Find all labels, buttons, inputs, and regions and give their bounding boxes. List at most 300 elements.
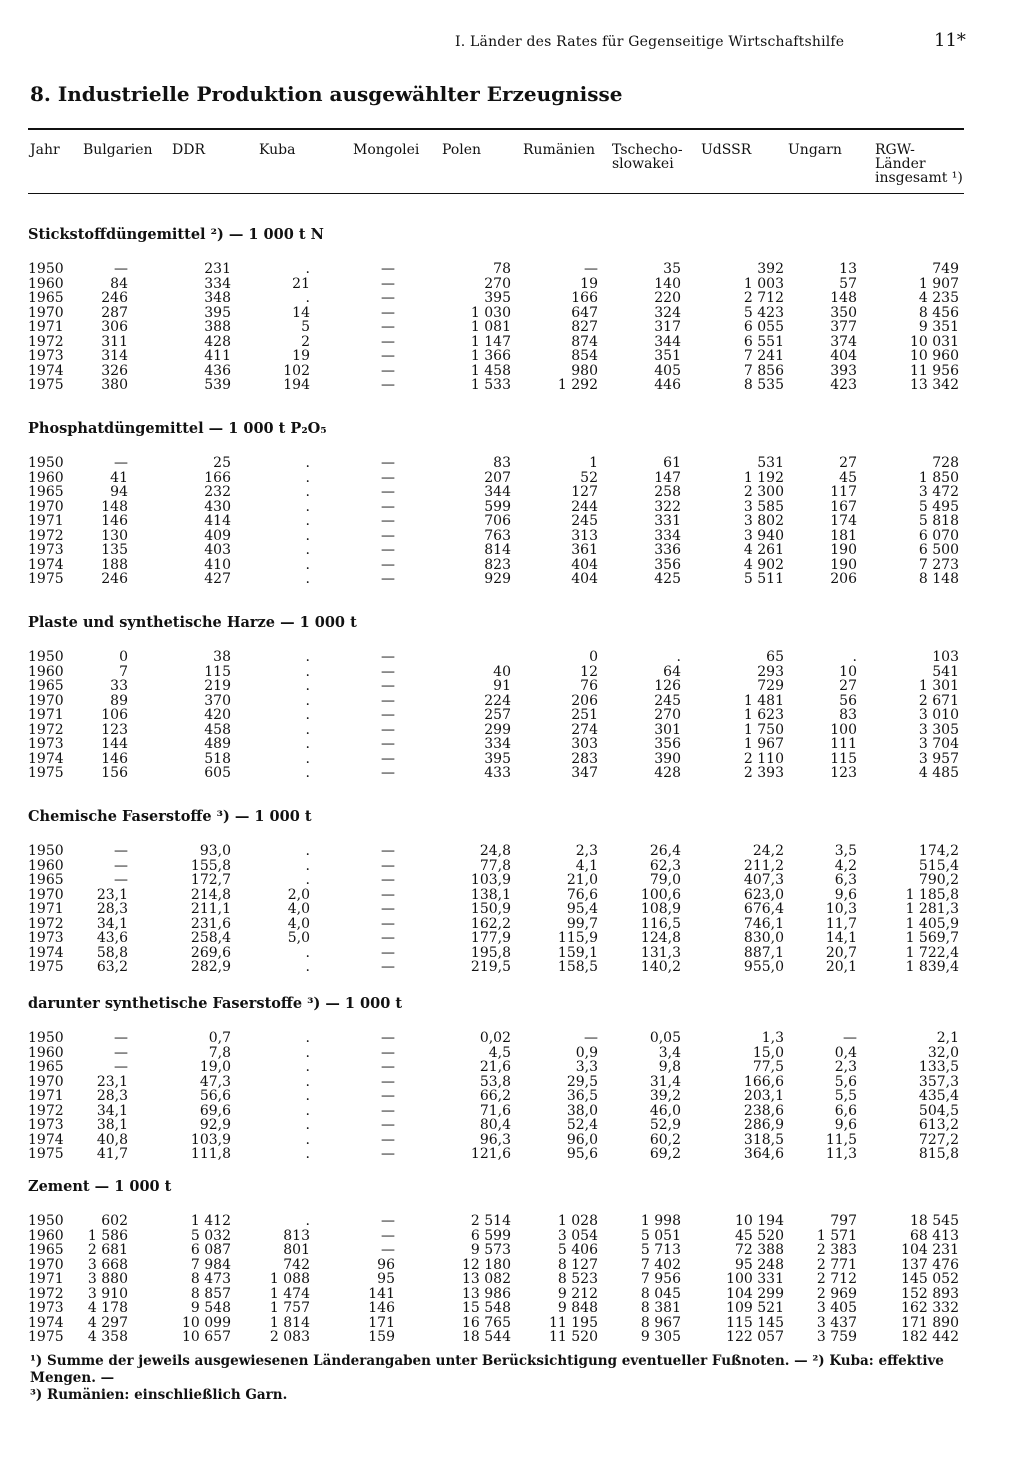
cell-kuba: . <box>305 1102 310 1119</box>
table-row <box>28 1031 964 1046</box>
cell-kuba: . <box>305 469 310 486</box>
cell-tschechoslowakei: 390 <box>654 750 681 767</box>
cell-year: 1974 <box>28 750 64 767</box>
cell-year: 1972 <box>28 1285 64 1302</box>
cell-kuba: . <box>305 736 310 752</box>
cell-ungarn: 10,3 <box>825 901 857 917</box>
cell-mongolei: — <box>381 1242 395 1258</box>
cell-mongolei: — <box>381 1073 395 1090</box>
cell-udssr: 1 623 <box>743 707 784 723</box>
cell-kuba: 4,0 <box>287 915 310 932</box>
cell-kuba: . <box>305 707 310 723</box>
cell-ungarn: 13 <box>839 261 857 277</box>
cell-rgw: 3 472 <box>918 484 959 500</box>
cell-ungarn: 0,4 <box>834 1044 857 1061</box>
cell-ungarn: 206 <box>830 571 857 587</box>
cell-ungarn: 2,3 <box>834 1059 857 1075</box>
header-bottom-rule <box>28 193 964 194</box>
column-header-kuba: Kuba <box>259 142 296 158</box>
cell-udssr: 746,1 <box>743 915 784 932</box>
cell-kuba: 14 <box>292 304 310 321</box>
cell-rumaenien: 827 <box>571 319 598 335</box>
cell-rgw: 4 235 <box>918 290 959 306</box>
cell-polen: 71,6 <box>479 1102 511 1119</box>
cell-rumaenien: 76,6 <box>566 886 598 903</box>
cell-rumaenien: 12 <box>580 663 598 680</box>
cell-rgw: 174,2 <box>918 843 959 859</box>
cell-polen: 6 599 <box>470 1227 511 1244</box>
cell-ddr: 166 <box>204 469 231 486</box>
cell-ddr: 395 <box>204 304 231 321</box>
cell-ddr: 436 <box>204 362 231 379</box>
cell-rgw: 18 545 <box>910 1213 959 1229</box>
cell-polen: 763 <box>484 527 511 544</box>
cell-udssr: 623,0 <box>743 886 784 903</box>
cell-udssr: 364,6 <box>743 1146 784 1162</box>
cell-mongolei: — <box>381 1213 395 1229</box>
cell-year: 1972 <box>28 915 64 932</box>
cell-ungarn: 190 <box>830 556 857 573</box>
cell-kuba: . <box>305 1131 310 1148</box>
cell-rgw: 1 839,4 <box>905 959 959 975</box>
cell-rgw: 790,2 <box>918 872 959 888</box>
cell-ungarn: 3,5 <box>834 843 857 859</box>
cell-udssr: 65 <box>766 649 784 665</box>
cell-polen: 18 544 <box>462 1329 511 1345</box>
cell-rumaenien: 206 <box>571 692 598 709</box>
cell-bulgarien: 7 <box>119 663 128 680</box>
cell-year: 1975 <box>28 1146 64 1162</box>
cell-tschechoslowakei: 301 <box>654 721 681 738</box>
cell-rumaenien: 274 <box>571 721 598 738</box>
cell-udssr: 7 856 <box>743 362 784 379</box>
cell-bulgarien: 4 178 <box>87 1300 128 1316</box>
cell-mongolei: — <box>381 872 395 888</box>
cell-rumaenien: 21,0 <box>566 872 598 888</box>
cell-polen: 706 <box>484 513 511 529</box>
section-title: Zement — 1 000 t <box>28 1178 172 1195</box>
cell-rgw: 11 956 <box>910 362 959 379</box>
column-header-mongolei: Mongolei <box>353 142 420 158</box>
cell-ungarn: 123 <box>830 765 857 781</box>
cell-ungarn: 2 383 <box>816 1242 857 1258</box>
cell-kuba: 2,0 <box>287 886 310 903</box>
cell-mongolei: — <box>381 750 395 767</box>
cell-mongolei: — <box>381 1146 395 1162</box>
cell-ungarn: 14,1 <box>825 930 857 946</box>
cell-rumaenien: 159,1 <box>557 944 598 961</box>
cell-year: 1960 <box>28 1044 64 1061</box>
cell-year: 1960 <box>28 275 64 292</box>
cell-year: 1960 <box>28 1227 64 1244</box>
cell-rgw: 133,5 <box>918 1059 959 1075</box>
cell-polen: 0,02 <box>479 1030 511 1046</box>
table-row <box>28 766 964 781</box>
cell-rumaenien: 0 <box>589 649 598 665</box>
cell-mongolei: — <box>381 1044 395 1061</box>
cell-ddr: 10 099 <box>182 1314 231 1331</box>
cell-ddr: 214,8 <box>190 886 231 903</box>
cell-rumaenien: 36,5 <box>566 1088 598 1104</box>
cell-ddr: 409 <box>204 527 231 544</box>
cell-kuba: 2 083 <box>269 1329 310 1345</box>
cell-mongolei: 171 <box>368 1314 395 1331</box>
cell-rgw: 1 722,4 <box>905 944 959 961</box>
cell-bulgarien: 314 <box>101 348 128 364</box>
cell-bulgarien: 34,1 <box>96 915 128 932</box>
cell-mongolei: — <box>381 556 395 573</box>
cell-tschechoslowakei: 140 <box>654 275 681 292</box>
table-row <box>28 543 964 558</box>
cell-year: 1974 <box>28 1131 64 1148</box>
cell-rumaenien: 11 195 <box>549 1314 598 1331</box>
cell-kuba: . <box>305 1088 310 1104</box>
cell-year: 1965 <box>28 1059 64 1075</box>
cell-rgw: 2,1 <box>936 1030 959 1046</box>
table-row <box>28 291 964 306</box>
cell-rumaenien: 404 <box>571 571 598 587</box>
cell-tschechoslowakei: 69,2 <box>649 1146 681 1162</box>
cell-kuba: . <box>305 663 310 680</box>
cell-ungarn: 148 <box>830 290 857 306</box>
cell-kuba: 4,0 <box>287 901 310 917</box>
cell-rumaenien: 52,4 <box>566 1117 598 1133</box>
cell-rumaenien: 283 <box>571 750 598 767</box>
cell-bulgarien: 146 <box>101 513 128 529</box>
cell-mongolei: — <box>381 663 395 680</box>
cell-rumaenien: 5 406 <box>557 1242 598 1258</box>
cell-kuba: . <box>305 1117 310 1133</box>
cell-ungarn: 797 <box>830 1213 857 1229</box>
cell-rgw: 727,2 <box>918 1131 959 1148</box>
cell-year: 1965 <box>28 484 64 500</box>
cell-polen: 219,5 <box>470 959 511 975</box>
cell-polen: 177,9 <box>470 930 511 946</box>
cell-ungarn: 57 <box>839 275 857 292</box>
cell-rgw: 152 893 <box>901 1285 959 1302</box>
cell-tschechoslowakei: 1 998 <box>640 1213 681 1229</box>
cell-rgw: 749 <box>932 261 959 277</box>
cell-udssr: 1 750 <box>743 721 784 738</box>
table-row <box>28 485 964 500</box>
cell-kuba: 2 <box>301 333 310 350</box>
cell-rgw: 6 070 <box>918 527 959 544</box>
cell-bulgarien: 63,2 <box>96 959 128 975</box>
cell-rumaenien: 11 520 <box>549 1329 598 1345</box>
cell-udssr: 203,1 <box>743 1088 784 1104</box>
cell-udssr: 1 481 <box>743 692 784 709</box>
cell-polen: 138,1 <box>470 886 511 903</box>
cell-ungarn: 190 <box>830 542 857 558</box>
cell-year: 1950 <box>28 1213 64 1229</box>
cell-bulgarien: 188 <box>101 556 128 573</box>
cell-tschechoslowakei: 317 <box>654 319 681 335</box>
cell-rumaenien: 874 <box>571 333 598 350</box>
cell-tschechoslowakei: 7 402 <box>640 1256 681 1273</box>
table-row <box>28 960 964 975</box>
cell-kuba: 1 757 <box>269 1300 310 1316</box>
cell-rgw: 8 148 <box>918 571 959 587</box>
column-header-polen: Polen <box>442 142 482 158</box>
cell-udssr: 2 300 <box>743 484 784 500</box>
cell-tschechoslowakei: 344 <box>654 333 681 350</box>
cell-udssr: 104 299 <box>726 1285 784 1302</box>
footnote-line: ³) Rumänien: einschließlich Garn. <box>30 1387 288 1403</box>
cell-tschechoslowakei: 131,3 <box>640 944 681 961</box>
cell-tschechoslowakei: 108,9 <box>640 901 681 917</box>
cell-tschechoslowakei: 124,8 <box>640 930 681 946</box>
cell-mongolei: — <box>381 333 395 350</box>
cell-rgw: 728 <box>932 455 959 471</box>
footnote-line: ¹) Summe der jeweils ausgewiesenen Länderangaben unter Berücksichtigung eventueller Fußnoten. — ²) Kuba: effektive Mengen. — <box>30 1353 944 1386</box>
cell-ddr: 427 <box>204 571 231 587</box>
cell-kuba: . <box>305 261 310 277</box>
cell-bulgarien: 23,1 <box>96 886 128 903</box>
cell-bulgarien: 41 <box>110 469 128 486</box>
column-header-bulgarien: Bulgarien <box>83 142 153 158</box>
cell-ddr: 38 <box>213 649 231 665</box>
cell-ungarn: 181 <box>830 527 857 544</box>
table-row <box>28 1272 964 1287</box>
cell-tschechoslowakei: 100,6 <box>640 886 681 903</box>
cell-udssr: 1 967 <box>743 736 784 752</box>
cell-year: 1972 <box>28 1102 64 1119</box>
cell-mongolei: — <box>381 513 395 529</box>
cell-ddr: 403 <box>204 542 231 558</box>
table-row <box>28 708 964 723</box>
cell-mongolei: — <box>381 542 395 558</box>
cell-rumaenien: 347 <box>571 765 598 781</box>
cell-polen: 162,2 <box>470 915 511 932</box>
cell-rgw: 541 <box>932 663 959 680</box>
cell-bulgarien: 43,6 <box>96 930 128 946</box>
column-header-ungarn: Ungarn <box>788 142 842 158</box>
cell-bulgarien: 602 <box>101 1213 128 1229</box>
cell-polen: 395 <box>484 290 511 306</box>
column-header-udssr: UdSSR <box>701 142 752 158</box>
cell-tschechoslowakei: 9,8 <box>658 1059 681 1075</box>
cell-polen: 395 <box>484 750 511 767</box>
cell-polen: 13 082 <box>462 1271 511 1287</box>
cell-ddr: 518 <box>204 750 231 767</box>
cell-ddr: 115 <box>204 663 231 680</box>
cell-bulgarien: — <box>114 1030 128 1046</box>
cell-tschechoslowakei: 351 <box>654 348 681 364</box>
table-row <box>28 1147 964 1162</box>
cell-mongolei: — <box>381 304 395 321</box>
cell-year: 1971 <box>28 707 64 723</box>
cell-udssr: 286,9 <box>743 1117 784 1133</box>
cell-rgw: 613,2 <box>918 1117 959 1133</box>
cell-polen: 1 458 <box>470 362 511 379</box>
cell-ddr: 111,8 <box>190 1146 231 1162</box>
cell-ungarn: 2 969 <box>816 1285 857 1302</box>
cell-tschechoslowakei: 62,3 <box>649 857 681 874</box>
cell-mongolei: — <box>381 1088 395 1104</box>
cell-ddr: 458 <box>204 721 231 738</box>
cell-polen: 195,8 <box>470 944 511 961</box>
cell-kuba: . <box>305 484 310 500</box>
cell-ungarn: 111 <box>830 736 857 752</box>
cell-tschechoslowakei: 270 <box>654 707 681 723</box>
cell-rgw: 5 495 <box>918 498 959 515</box>
cell-tschechoslowakei: 26,4 <box>649 843 681 859</box>
cell-bulgarien: 28,3 <box>96 901 128 917</box>
cell-rumaenien: 9 848 <box>557 1300 598 1316</box>
cell-tschechoslowakei: 9 305 <box>640 1329 681 1345</box>
cell-rgw: 357,3 <box>918 1073 959 1090</box>
cell-udssr: 3 585 <box>743 498 784 515</box>
cell-mongolei: — <box>381 1059 395 1075</box>
cell-ddr: 25 <box>213 455 231 471</box>
cell-udssr: 1 192 <box>743 469 784 486</box>
cell-rgw: 504,5 <box>918 1102 959 1119</box>
cell-rgw: 1 850 <box>918 469 959 486</box>
cell-udssr: 318,5 <box>743 1131 784 1148</box>
cell-udssr: 8 535 <box>743 377 784 393</box>
cell-ungarn: 10 <box>839 663 857 680</box>
cell-year: 1970 <box>28 1256 64 1273</box>
cell-kuba: . <box>305 692 310 709</box>
cell-ddr: 7 984 <box>190 1256 231 1273</box>
cell-rgw: 3 010 <box>918 707 959 723</box>
cell-bulgarien: 4 358 <box>87 1329 128 1345</box>
cell-tschechoslowakei: 5 713 <box>640 1242 681 1258</box>
cell-ddr: 282,9 <box>190 959 231 975</box>
cell-year: 1973 <box>28 736 64 752</box>
cell-rumaenien: 3 054 <box>557 1227 598 1244</box>
cell-year: 1972 <box>28 527 64 544</box>
cell-mongolei: — <box>381 377 395 393</box>
cell-year: 1972 <box>28 721 64 738</box>
cell-rumaenien: 166 <box>571 290 598 306</box>
cell-year: 1965 <box>28 1242 64 1258</box>
cell-ungarn: 3 437 <box>816 1314 857 1331</box>
cell-ungarn: 2 771 <box>816 1256 857 1273</box>
cell-rgw: 3 704 <box>918 736 959 752</box>
cell-ungarn: 3 405 <box>816 1300 857 1316</box>
cell-year: 1960 <box>28 857 64 874</box>
cell-kuba: 742 <box>283 1256 310 1273</box>
cell-udssr: 887,1 <box>743 944 784 961</box>
cell-polen: 814 <box>484 542 511 558</box>
column-header-rumaenien: Rumänien <box>523 142 595 158</box>
cell-year: 1973 <box>28 542 64 558</box>
cell-udssr: 6 055 <box>743 319 784 335</box>
cell-ddr: 172,7 <box>190 872 231 888</box>
cell-ddr: 5 032 <box>190 1227 231 1244</box>
cell-ungarn: 393 <box>830 362 857 379</box>
cell-bulgarien: 23,1 <box>96 1073 128 1090</box>
cell-tschechoslowakei: 258 <box>654 484 681 500</box>
cell-polen: 15 548 <box>462 1300 511 1316</box>
cell-mongolei: — <box>381 571 395 587</box>
cell-year: 1960 <box>28 469 64 486</box>
cell-ddr: 9 548 <box>190 1300 231 1316</box>
cell-ddr: 605 <box>204 765 231 781</box>
cell-ungarn: 4,2 <box>834 857 857 874</box>
cell-rgw: 9 351 <box>918 319 959 335</box>
cell-rumaenien: 95,6 <box>566 1146 598 1162</box>
cell-tschechoslowakei: 334 <box>654 527 681 544</box>
cell-ungarn: 9,6 <box>834 886 857 903</box>
cell-polen: 344 <box>484 484 511 500</box>
cell-ddr: 219 <box>204 678 231 694</box>
cell-bulgarien: — <box>114 455 128 471</box>
cell-kuba: 5 <box>301 319 310 335</box>
cell-bulgarien: 130 <box>101 527 128 544</box>
cell-bulgarien: 34,1 <box>96 1102 128 1119</box>
cell-year: 1970 <box>28 498 64 515</box>
cell-bulgarien: 3 668 <box>87 1256 128 1273</box>
cell-year: 1971 <box>28 513 64 529</box>
cell-mongolei: — <box>381 261 395 277</box>
cell-bulgarien: 156 <box>101 765 128 781</box>
cell-ungarn: 20,7 <box>825 944 857 961</box>
cell-tschechoslowakei: 147 <box>654 469 681 486</box>
cell-tschechoslowakei: 64 <box>663 663 681 680</box>
cell-ungarn: 9,6 <box>834 1117 857 1133</box>
cell-udssr: 15,0 <box>752 1044 784 1061</box>
cell-ddr: 0,7 <box>208 1030 231 1046</box>
cell-rgw: 6 500 <box>918 542 959 558</box>
cell-rumaenien: — <box>584 1030 598 1046</box>
cell-tschechoslowakei: 356 <box>654 736 681 752</box>
cell-rumaenien: 99,7 <box>566 915 598 932</box>
column-header-ddr: DDR <box>172 142 205 158</box>
table-row <box>28 1214 964 1229</box>
cell-polen: 1 366 <box>470 348 511 364</box>
section-title: darunter synthetische Faserstoffe ³) — 1 000 t <box>28 995 403 1012</box>
table-row <box>28 679 964 694</box>
cell-ungarn: 117 <box>830 484 857 500</box>
table-row <box>28 572 964 587</box>
cell-ddr: 410 <box>204 556 231 573</box>
cell-polen: 823 <box>484 556 511 573</box>
table-row <box>28 844 964 859</box>
cell-rgw: 182 442 <box>901 1329 959 1345</box>
cell-year: 1975 <box>28 571 64 587</box>
cell-year: 1973 <box>28 930 64 946</box>
table-row <box>28 320 964 335</box>
cell-rgw: 137 476 <box>901 1256 959 1273</box>
cell-udssr: 166,6 <box>743 1073 784 1090</box>
cell-kuba: 5,0 <box>287 930 310 946</box>
cell-ddr: 411 <box>204 348 231 364</box>
cell-tschechoslowakei: 52,9 <box>649 1117 681 1133</box>
cell-ungarn: 83 <box>839 707 857 723</box>
cell-polen: 21,6 <box>479 1059 511 1075</box>
cell-rumaenien: 245 <box>571 513 598 529</box>
cell-tschechoslowakei: 405 <box>654 362 681 379</box>
cell-bulgarien: — <box>114 857 128 874</box>
cell-polen: 13 986 <box>462 1285 511 1302</box>
cell-tschechoslowakei: 446 <box>654 377 681 393</box>
cell-year: 1950 <box>28 455 64 471</box>
cell-rumaenien: 980 <box>571 362 598 379</box>
cell-ddr: 539 <box>204 377 231 393</box>
cell-bulgarien: 58,8 <box>96 944 128 961</box>
cell-tschechoslowakei: 39,2 <box>649 1088 681 1104</box>
cell-year: 1974 <box>28 944 64 961</box>
cell-rumaenien: 303 <box>571 736 598 752</box>
cell-year: 1975 <box>28 1329 64 1345</box>
cell-polen: 1 147 <box>470 333 511 350</box>
cell-tschechoslowakei: 5 051 <box>640 1227 681 1244</box>
cell-rgw: 5 818 <box>918 513 959 529</box>
table-title: 8. Industrielle Produktion ausgewählter Erzeugnisse <box>30 82 623 106</box>
table-row <box>28 514 964 529</box>
